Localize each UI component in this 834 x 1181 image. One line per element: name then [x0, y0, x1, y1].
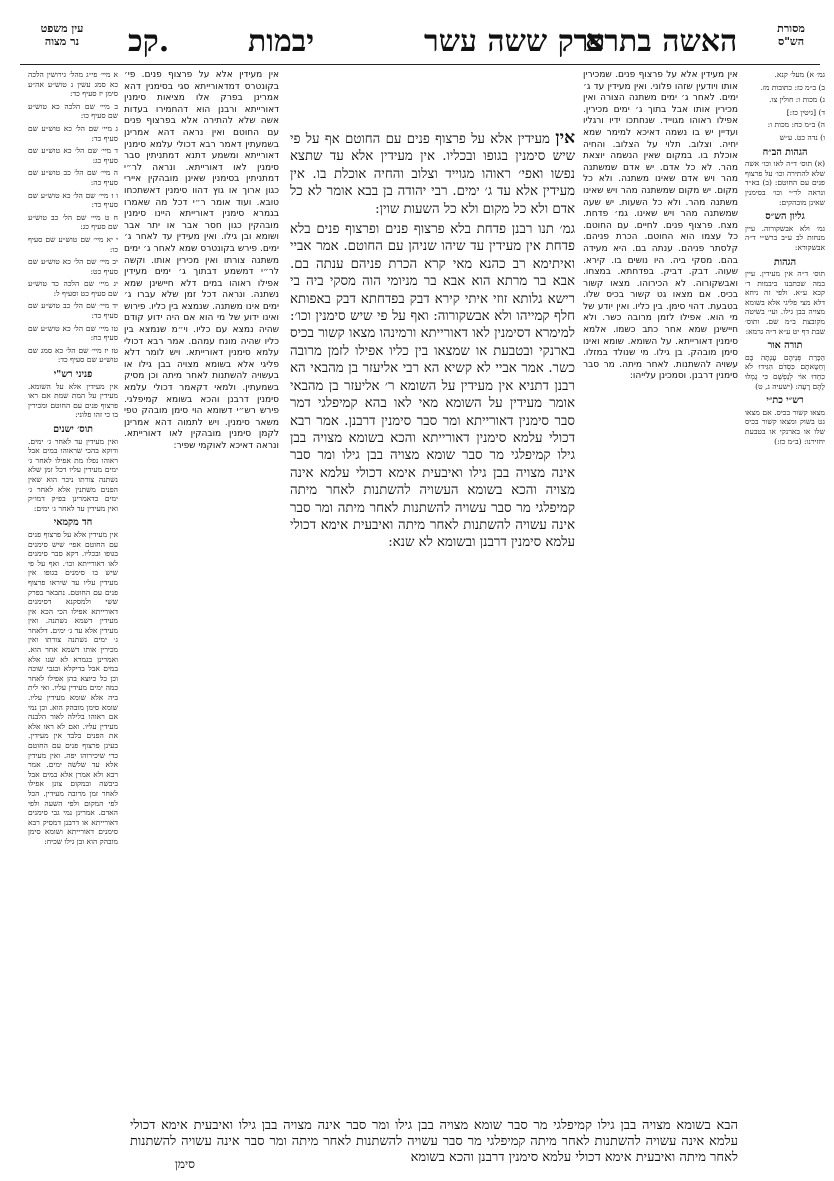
- mishnah-block: [290, 130, 575, 218]
- chapter-name: האשה בתרא: [585, 24, 738, 59]
- mishnah-text: מעידין אלא על פרצוף פנים עם החוטם אף על פי שיש סימנין בגופו ובכליו. אין מעידין אלא עד שתצא נפשו ואפי׳ ראוהו מגוייד וצלוב והחיה אוכלת בו. אין מעידין אלא עד ג׳ ימים. רבי יהודה בן בבא אומר לא כל אדם ולא כל מקום ולא כל השעות שוין:: [290, 132, 575, 217]
- gilyon-text: גמ׳ ולא אבשקורוה. עיין מנחות לב ע״ב ברש״י ד״ה אבשקורא:: [745, 223, 825, 252]
- ein-mishpat-entry: טו מיי׳ שם הל׳ כא טוש״ע שם סעיף כח:: [28, 323, 118, 343]
- rashi-text: אין מעידין אלא על פרצוף פנים. שמכירין אותו ויודעין שזהו פלוני. ואין מעידין עד ג׳ ימים. לאחר ג׳ ימים משתנה הצורה ואין מכירין אותו אבל בתוך ג׳ ימים מכירין. אפילו ראוהו מגוייד. שנחתכו ידיו ורגליו ועדיין יש בו נשמה דאיכא למימר שמא יחיה. וצלוב. תלוי על הצלוב. והחיה אוכלת בו. במקום שאין הנשמה יוצאת מהר. לא כל אדם. יש אדם שמשתנה מהר ויש אדם שאינו משתנה. ולא כל מקום. יש מקום שמשתנה מהר ויש שאינו משתנה מהר. ולא כל השעות. יש שעה שמשתנה מהר ויש שאינו. גמ׳ פדחת. מצח. פרצוף פנים. לחיים. עם החוטם. כל עצמו הוא החוטם. הכרת פניהם. קלסתר פניהם. ענתה בם. היא מעידה בהם. מסקי ביה. היו נושים בו. קירא. שעוה. דבק. דביק. בפדחתא. במצחו. ואבשקורוה. לא הכירוהו. מצאו קשור בכיס. אם מצאו גט קשור בכיס שלו. בטבעת. דהוי סימן. בין כליו. ואין יודע של מי הוא. אפילו לזמן מרובה כשר. ולא חיישינן שמא אחר כתב כשמו. אלמא סימנין דאורייתא. על השומא. שומא ואינו סימן מובהק. בן גילו. מי שנולד במזלו. עשויה להשתנות. לאחר מיתה. מר סבר סימנין דרבנן. וסמכינן עלייהו:: [583, 70, 738, 382]
- ein-mishpat-entry: ד מיי׳ שם הל׳ כא טוש״ע שם סעיף כג:: [28, 146, 118, 165]
- ein-mishpat-entry: טז יז מיי׳ שם הל׳ כא סמג שם טוש״ע שם סעיף כד:: [28, 345, 118, 365]
- ein-mishpat-list: [28, 70, 118, 365]
- ein-mishpat-entry: י יא מיי׳ שם טוש״ע שם סעיף כו:: [28, 234, 118, 254]
- hagahot-habach-title: הגהות הב״ח: [762, 146, 808, 158]
- ein-mishpat-entry: ג מיי׳ שם הל׳ כא טוש״ע שם סעיף כד:: [28, 123, 118, 143]
- ein-mishpat-entry: יד מיי׳ שם הל׳ כב טוש״ע שם סעיף כד:: [28, 301, 118, 321]
- chad-mikamai-text: אין מעידין אלא על פרצוף פנים עם החוטם אפי׳ שיש סימנים בגופו ובכליו. דקא סבר סימנים לאו דאורייתא וכו׳. ואף על פי שיש בו סימנים בגופו אין מעידין עליו עד שיראו פרצוף פנים עם החוטם. נתבאר בפרק ששי ולמסקנא דסימנים דאורייתא אפילו הכי הכא אין מעידין דשמא נשתנה. ואין מעידין אלא עד ג׳ ימים. דלאחר ג׳ ימים נשתנה צורתו ואין מכירין אותו דשמא אחר הוא. ואמרינן בגמרא לא שנו אלא במים אבל בדיקלא ובגבי שוכה וכן כל כיוצא בהן אפילו לאחר כמה ימים מעידין עליו. ואי לית ביה אלא שומא מעידין עליו. שומא סימן מובהק הוא. וכן נמי אם ראוהו בלילה לאור הלבנה מעידין עליו. ואם לא ראו אלא את הפנים בלבד אין מעידין. בעינן פרצוף פנים עם החוטם כדי שיכירוהו יפה. ואין מעידין אלא עד שלשה ימים. אמר רבא ולא אמרן אלא במים אבל ביבשה ובמקום צונן אפילו לאחר זמן מרובה מעידין. הכל לפי המקום ולפי השעה ולפי האדם. אמרינן נמי גבי סימנים דאורייתא או דרבנן דמסיק רבא סימנים דאורייתא ושומא סימן מובהק הוא ובן גילו שכיח:: [28, 529, 118, 846]
- chapter-info: פרק ששה עשר: [424, 24, 605, 59]
- gemara-column: [290, 130, 575, 1120]
- masoret-column: [745, 70, 825, 1110]
- hagahot-text: תוס׳ ד״ה אין מעידין. עיין במה שכתבנו ביבמות ד׳ קכא ע״א. ולפי זה ניחא דלא מצי פליגי אלא בשומא מצויה בבן גילו. ועי׳ בשיטה מקובצת ב״מ שם. ותוס׳ שבת דף יט ע״א ד״ה גרמא:: [745, 269, 825, 336]
- ein-mishpat-entry: ו ז מיי׳ שם הל׳ כא טוש״ע שם סעיף כד:: [28, 190, 118, 210]
- ein-mishpat-entry: יב מיי׳ שם הל׳ כא טוש״ע שם סעיף כט:: [28, 257, 118, 276]
- masoret-list: [745, 70, 825, 143]
- tosafot-yeshanim-title: תוס׳ ישנים: [53, 424, 93, 435]
- hagahot-habach-text: (א) תוס׳ ד״ה לאו וכו׳ אשה שלא להתירה וכו׳ על פרצוף פנים עם החוטם: (ב) בא״ד ונראה לר״י וכו׳ בסימנין שאינן מובהקים:: [745, 159, 825, 207]
- rashi-column: [583, 70, 738, 1110]
- masoret-entry: ב) ב״מ כז: כתובות מז.: [760, 82, 825, 92]
- tosafot-yeshanim-text: ואין מעידין עד לאחר ג׳ ימים. ודוקא בהכי שראוהו במים אבל ראוהו נפלו מת אפילו לאחר ג׳ ימים מעידין עליו דכל זמן שלא נשתנה צורתו ניכר הוא שאין הפנים משתנין אלא לאחר ג׳ ימים כדאמרינן בפ״ק דמו״ק ואין מעידין עד לאחר ג׳ ימים:: [28, 436, 118, 513]
- torah-or-text: הַכָּרַת פְּנֵיהֶם עָנְתָה בָּם וְחַטָּאתָם כִּסְדֹם הִגִּידוּ לֹא כִחֵדוּ אוֹי לְנַפְשָׁם כִּי גָמְלוּ לָהֶם רָעָה: (ישעיה ג, ט): [745, 352, 825, 391]
- gemara-text: גמ׳ תנו רבנן פדחת בלא פרצוף פנים ופרצוף פנים בלא פדחת אין מעידין עד שיהו שניהן עם החוטם. אמר אביי ואיתימא רב כהנא מאי קרא הכרת פניהם ענתה בם. אבא בר מרתא הוא אבא בר מניומי הוה מסקי ביה בי רישא גלותא זוזי איתי קירא דבק בפדחתא דבק באפותא חלף קמייהו ולא אבשקורוה: ואף על פי שיש סימנין וכו׳: למימרא דסימנין לאו דאורייתא ורמינהו מצאו קשור בכיס בארנקי ובטבעת או שמצאו בין כליו אפילו לזמן מרובה כשר. אמר אביי לא קשיא הא רבי אליעזר בן מהבאי הא רבנן דתניא אין מעידין על השומא ר׳ אליעזר בן מהבאי אומר מעידין על השומא מאי לאו בהא קמיפלגי דמר סבר סימנין דאורייתא ומר סבר סימנין דרבנן. אמר רבא דכולי עלמא סימנין דאורייתא והכא בשומא מצויה בבן גילו קמיפלגי מר סבר שומא מצויה בבן גילו ומר סבר אינה מצויה בבן גילו ואיבעית אימא דכולי עלמא אינה מצויה והכא בשומא העשויה להשתנות לאחר מיתה קמיפלגי מר סבר עשויה להשתנות לאחר מיתה ומר סבר אינה עשויה להשתנות לאחר מיתה ואיבעית אימא דכולי עלמא סימנין דרבנן ובשומא לא שנא:: [290, 222, 575, 551]
- tosafot-text: אין מעידין אלא על פרצוף פנים. פי׳ בקונטרס דמדאורייתא סגי בסימנין דהא אמרינן בפרק אלו מציאות סימנין דאורייתא ורבנן הוא דהחמירו בעדות אשה שלא להתירה אלא בפרצוף פנים עם החוטם ואין נראה דהא אמרינן בשמעתין דאמר רבא דכולי עלמא סימנין דאורייתא ומשמע דתנא דמתניתין סבר סימנין לאו דאורייתא. ונראה לר״י דמתניתין בסימנין שאינן מובהקין איירי כגון ארוך או גוץ דהוו סימנין דאשתכחו טובא. ועוד אומר ר״י דכל מה שאמרו בגמרא סימנין דאורייתא היינו סימנין מובהקין כגון חסר אבר או יתר אבר ושומא ובן גילו. ואין מעידין עד לאחר ג׳ ימים. פירש בקונטרס שמא לאחר ג׳ ימים משתנה צורתו ואין מכירין אותו. וקשה לר״י דמשמע דבתוך ג׳ ימים מעידין אפילו ראוהו במים דלא חיישינן שמא נשתנה. ונראה דכל זמן שלא עברו ג׳ ימים אינו משתנה. שנמצא בין כליו. פירוש ואינו ידוע של מי הוא אם היה ידוע קודם שהיה נמצא עם כליו. וי״מ שנמצא בין כליו שהיה מונח עמהם. אמר רבא דכולי עלמא סימנין דאורייתא. ויש לומר דלא פליגי אלא בשומא מצויה בבן גילו או בעשויה להשתנות לאחר מיתה וכן מסיק בשמעתין. ולמאי דקאמר דכולי עלמא סימנין דרבנן והכא בשומא קמיפלגי. פירש רש״י דשומא הוי סימן מובהק טפי משאר סימנין. ויש לתמוה דהא אמרינן לקמן סימנין מובהקין לאו דאורייתא. ונראה דאיכא לאוקמי שפיר:: [124, 70, 279, 451]
- ein-mishpat-entry: ח ט מיי׳ שם הל׳ כב טוש״ע שם סעיף כג:: [28, 212, 118, 232]
- rashi-manuscript-text: מצאו קשור בכיס. אם מצאו גט בשוק ומצאו קשור בכיס שלו או בארנקי או בטבעת יחזירנו: (ב״מ כז:): [745, 407, 825, 446]
- penine-rashi-title: פניני רש"י: [53, 369, 93, 381]
- ein-mishpat-entry: יג מיי׳ שם הלכה כד טוש״ע שם סעיף כט וסעיף ל:: [28, 279, 118, 298]
- tosafot-column: [124, 70, 279, 1110]
- ein-mishpat-entry: ב מיי׳ שם הלכה כא טוש״ע שם סעיף כו:: [28, 101, 118, 121]
- masoret-entry: ה) ב״מ כח: מכות ו:: [767, 120, 825, 130]
- bottom-line-text: הבא בשומא מצויה בבן גילו קמיפלגי מר סבר שומא מצויה בבן גילו ומר סבר אינה מצויה בבן גילו ואיבעית אימא דכולי עלמא אינה עשויה להשתנות לאחר מיתה קמיפלגי מר סבר עשויה להשתנות לאחר מיתה ומר סבר אינה עשויה להשתנות לאחר מיתה ואיבעית אימא דכולי עלמא סימנין דרבנן והכא בשומא: [130, 1118, 738, 1165]
- ein-mishpat-entry: ה מיי׳ שם הל׳ כב טוש״ע שם סעיף כה:: [28, 168, 118, 187]
- masoret-entry: ג) מכות ו: חולין צו.: [769, 95, 825, 105]
- rashi-manuscript-title: רש״י כת״י: [766, 395, 804, 407]
- masoret-entry: ו) נדה כט. ע״ש: [779, 132, 825, 142]
- catchword: סימן: [174, 1157, 195, 1171]
- ein-mishpat-entry: א מיי׳ פי״ג מהל׳ גירושין הלכה כא סמג עשין נ טוש״ע אה״ע סימן יז סעיף כד:: [28, 70, 118, 99]
- ein-mishpat-header-label: עין משפט נר מצוה: [40, 22, 84, 48]
- masoret-entry: ד) [גיטין כז:]: [786, 107, 825, 117]
- ein-mishpat-column: [28, 70, 118, 1090]
- header-rule: [20, 64, 820, 65]
- torah-or-title: תורה אור: [767, 340, 803, 352]
- masoret-header-label: מסורת הש"ס: [777, 22, 805, 48]
- mishnah-opening-word: אין: [555, 128, 575, 148]
- gilyon-title: גליון הש״ס: [765, 211, 805, 223]
- hagahot-title: הגהות: [773, 256, 797, 268]
- folio-number: קכ.: [128, 24, 170, 59]
- masoret-entry: גמ׳ א) מעל׳ קנא.: [774, 70, 825, 79]
- tractate-name: יבמות: [248, 24, 315, 59]
- chad-mikamai-title: חד מקמאי: [53, 517, 93, 529]
- penine-rashi-text: אין מעידין אלא על השומא. מעידין על המת שמת אם ראו פרצוף פנים עם החוטם ומכירין בו כי זהו פלוני:: [28, 381, 118, 420]
